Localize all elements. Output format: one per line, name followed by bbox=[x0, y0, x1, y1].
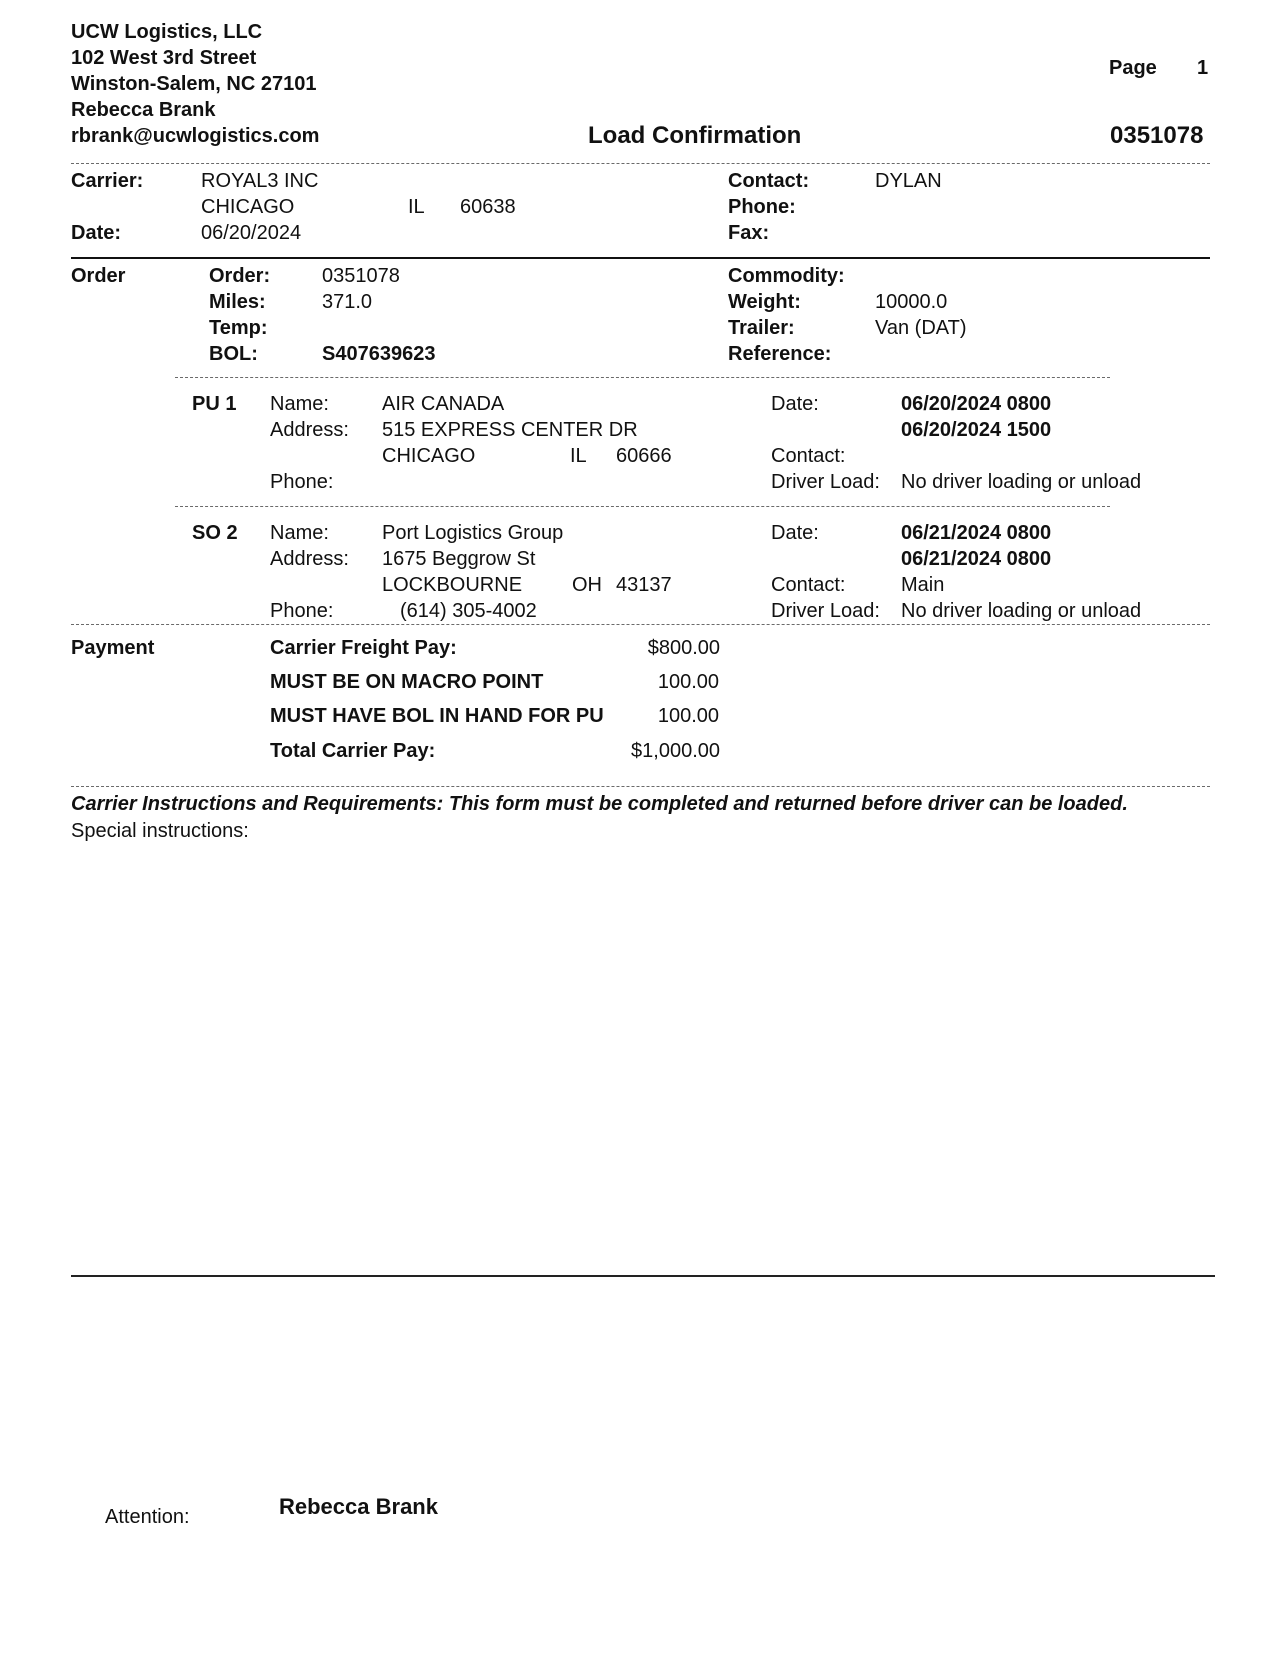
reference-label: Reference: bbox=[728, 343, 832, 365]
carrier-contact: DYLAN bbox=[875, 170, 942, 192]
company-email: rbrank@ucwlogistics.com bbox=[71, 125, 320, 147]
stop-date-start: 06/21/2024 0800 bbox=[901, 522, 1052, 544]
attention-label: Attention: bbox=[105, 1506, 190, 1528]
stop-date-end: 06/21/2024 0800 bbox=[901, 548, 1052, 570]
company-name: UCW Logistics, LLC bbox=[71, 21, 263, 43]
company-contact-name: Rebecca Brank bbox=[71, 99, 216, 121]
divider bbox=[71, 786, 1210, 787]
stop-code: SO 2 bbox=[192, 522, 238, 544]
carrier-name: ROYAL3 INC bbox=[201, 170, 319, 192]
company-address: 102 West 3rd Street bbox=[71, 47, 257, 69]
stop-city: LOCKBOURNE bbox=[382, 574, 523, 596]
carrier-zip: 60638 bbox=[460, 196, 516, 218]
divider bbox=[71, 163, 1210, 164]
stop-contact-label: Contact: bbox=[771, 445, 846, 467]
order-weight: 10000.0 bbox=[875, 291, 948, 313]
total-carrier-pay-amount: $1,000.00 bbox=[631, 740, 720, 762]
order-trailer: Van (DAT) bbox=[875, 317, 967, 339]
carrier-state: IL bbox=[408, 196, 425, 218]
payment-line-label: Carrier Freight Pay: bbox=[270, 637, 457, 659]
stop-date-end: 06/20/2024 1500 bbox=[901, 419, 1052, 441]
stop-phone: (614) 305-4002 bbox=[400, 600, 537, 622]
signature-line bbox=[71, 1275, 1215, 1277]
stop-contact: Main bbox=[901, 574, 945, 596]
date-label: Date: bbox=[71, 222, 122, 244]
trailer-label: Trailer: bbox=[728, 317, 795, 339]
stop-state: OH bbox=[572, 574, 602, 596]
order-number: 0351078 bbox=[322, 265, 400, 287]
stop-phone-label: Phone: bbox=[270, 471, 334, 493]
stop-driver-load-label: Driver Load: bbox=[771, 600, 880, 622]
order-label: Order: bbox=[209, 265, 271, 287]
stop-phone-label: Phone: bbox=[270, 600, 334, 622]
order-bol: S407639623 bbox=[322, 343, 436, 365]
stop-city: CHICAGO bbox=[382, 445, 476, 467]
stop-date-start: 06/20/2024 0800 bbox=[901, 393, 1052, 415]
stop-zip: 60666 bbox=[616, 445, 672, 467]
carrier-date: 06/20/2024 bbox=[201, 222, 302, 244]
stop-name-label: Name: bbox=[270, 393, 329, 415]
payment-line-label: MUST HAVE BOL IN HAND FOR PU bbox=[270, 705, 604, 727]
bol-label: BOL: bbox=[209, 343, 258, 365]
stop-contact-label: Contact: bbox=[771, 574, 846, 596]
stop-name: AIR CANADA bbox=[382, 393, 505, 415]
page-title: Load Confirmation bbox=[588, 122, 802, 149]
payment-line-label: MUST BE ON MACRO POINT bbox=[270, 671, 544, 693]
divider bbox=[71, 624, 1210, 625]
stop-date-label: Date: bbox=[771, 393, 819, 415]
fax-label: Fax: bbox=[728, 222, 770, 244]
page-number: 1 bbox=[1197, 57, 1209, 79]
divider bbox=[175, 377, 1110, 378]
payment-label: Payment bbox=[71, 637, 155, 659]
stop-address-label: Address: bbox=[270, 419, 349, 441]
stop-name: Port Logistics Group bbox=[382, 522, 564, 544]
carrier-label: Carrier: bbox=[71, 170, 144, 192]
commodity-label: Commodity: bbox=[728, 265, 845, 287]
stop-address-label: Address: bbox=[270, 548, 349, 570]
company-city-state-zip: Winston-Salem, NC 27101 bbox=[71, 73, 317, 95]
document-number: 0351078 bbox=[1110, 122, 1204, 149]
stop-zip: 43137 bbox=[616, 574, 672, 596]
miles-label: Miles: bbox=[209, 291, 266, 313]
phone-label: Phone: bbox=[728, 196, 796, 218]
order-miles: 371.0 bbox=[322, 291, 373, 313]
payment-line-amount: 100.00 bbox=[657, 671, 719, 693]
weight-label: Weight: bbox=[728, 291, 801, 313]
contact-label: Contact: bbox=[728, 170, 810, 192]
instructions-heading: Carrier Instructions and Requirements: This form must be completed and returned before driver can be loaded. bbox=[71, 793, 1128, 815]
stop-driver-load-label: Driver Load: bbox=[771, 471, 880, 493]
attention-name: Rebecca Brank bbox=[279, 1494, 438, 1519]
order-section-label: Order bbox=[71, 265, 126, 287]
temp-label: Temp: bbox=[209, 317, 268, 339]
total-carrier-pay-label: Total Carrier Pay: bbox=[270, 740, 436, 762]
stop-driver-load: No driver loading or unload bbox=[901, 471, 1142, 493]
stop-street: 515 EXPRESS CENTER DR bbox=[382, 419, 638, 441]
stop-code: PU 1 bbox=[192, 393, 237, 415]
carrier-city: CHICAGO bbox=[201, 196, 295, 218]
stop-state: IL bbox=[570, 445, 587, 467]
special-instructions-label: Special instructions: bbox=[71, 820, 249, 842]
stop-date-label: Date: bbox=[771, 522, 819, 544]
stop-name-label: Name: bbox=[270, 522, 329, 544]
stop-driver-load: No driver loading or unload bbox=[901, 600, 1142, 622]
stop-street: 1675 Beggrow St bbox=[382, 548, 536, 570]
page-label: Page bbox=[1109, 57, 1157, 79]
divider bbox=[175, 506, 1110, 507]
divider bbox=[71, 257, 1210, 259]
payment-line-amount: $800.00 bbox=[647, 637, 720, 659]
payment-line-amount: 100.00 bbox=[657, 705, 719, 727]
